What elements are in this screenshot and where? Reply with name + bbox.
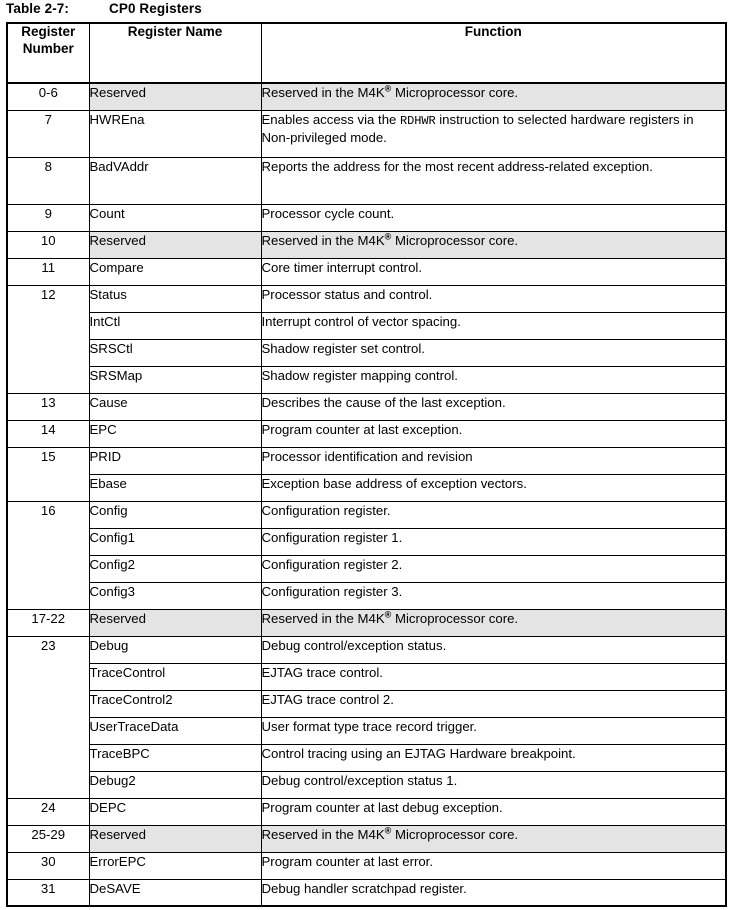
table-row xyxy=(7,825,726,852)
cell-function: Debug control/exception status. xyxy=(261,636,726,663)
column-header-register-number xyxy=(7,23,89,83)
cell-register-number: 8 xyxy=(7,157,89,204)
table-row xyxy=(7,204,726,231)
table-row xyxy=(7,312,726,339)
table-row xyxy=(7,609,726,636)
cell-function: Enables access via the RDHWR instruction to selected hardware registers in Non-privileged mode. xyxy=(261,110,726,157)
cell-function: Exception base address of exception vectors. xyxy=(261,474,726,501)
table-row xyxy=(7,447,726,474)
table-header xyxy=(7,23,726,83)
table-row xyxy=(7,285,726,312)
cell-function: Shadow register mapping control. xyxy=(261,366,726,393)
table-row xyxy=(7,528,726,555)
table-header-row xyxy=(7,23,726,83)
cell-register-name: Config3 xyxy=(89,582,261,609)
table-row xyxy=(7,501,726,528)
column-header-register-number-line1: Register xyxy=(21,24,76,39)
cell-register-number: 0-6 xyxy=(7,83,89,110)
cell-register-number: 12 xyxy=(7,285,89,393)
table-caption-number: Table 2-7: xyxy=(6,1,70,16)
table-row xyxy=(7,852,726,879)
registered-trademark-icon: ® xyxy=(384,83,392,94)
table-row xyxy=(7,663,726,690)
table-row xyxy=(7,366,726,393)
column-header-register-number-line2: Number xyxy=(22,40,74,56)
table-row xyxy=(7,474,726,501)
table-caption xyxy=(6,1,202,16)
cell-function: Configuration register 2. xyxy=(261,555,726,582)
cell-register-name: ErrorEPC xyxy=(89,852,261,879)
table-row xyxy=(7,231,726,258)
cell-register-number: 15 xyxy=(7,447,89,501)
table-row xyxy=(7,798,726,825)
registered-trademark-icon: ® xyxy=(384,825,392,836)
cell-function: Configuration register 3. xyxy=(261,582,726,609)
table-row xyxy=(7,744,726,771)
cell-register-name: TraceControl xyxy=(89,663,261,690)
cell-function: Program counter at last error. xyxy=(261,852,726,879)
cell-register-name: HWREna xyxy=(89,110,261,157)
cell-function: Reserved in the M4K® Microprocessor core. xyxy=(261,825,726,852)
cell-register-number: 30 xyxy=(7,852,89,879)
cell-function: Control tracing using an EJTAG Hardware breakpoint. xyxy=(261,744,726,771)
table-row xyxy=(7,636,726,663)
table-row xyxy=(7,157,726,204)
cell-register-name: Compare xyxy=(89,258,261,285)
cell-register-name: DeSAVE xyxy=(89,879,261,906)
cell-register-name: Config xyxy=(89,501,261,528)
cell-register-name: UserTraceData xyxy=(89,717,261,744)
cell-register-number: 16 xyxy=(7,501,89,609)
table-body xyxy=(7,83,726,906)
cell-function: Configuration register. xyxy=(261,501,726,528)
cell-register-number: 14 xyxy=(7,420,89,447)
cell-function: Reserved in the M4K® Microprocessor core. xyxy=(261,83,726,110)
cell-register-name: BadVAddr xyxy=(89,157,261,204)
table-row xyxy=(7,110,726,157)
cell-register-name: Ebase xyxy=(89,474,261,501)
table-row xyxy=(7,258,726,285)
table-row xyxy=(7,83,726,110)
cell-register-name: Status xyxy=(89,285,261,312)
cell-register-name: Reserved xyxy=(89,83,261,110)
cell-register-name: Config1 xyxy=(89,528,261,555)
cell-register-number: 13 xyxy=(7,393,89,420)
column-header-register-name: Register Name xyxy=(89,23,261,83)
cell-function: Debug handler scratchpad register. xyxy=(261,879,726,906)
cell-function: EJTAG trace control 2. xyxy=(261,690,726,717)
cell-function: User format type trace record trigger. xyxy=(261,717,726,744)
cell-register-name: Cause xyxy=(89,393,261,420)
cell-register-number: 31 xyxy=(7,879,89,906)
cell-register-name: SRSMap xyxy=(89,366,261,393)
cell-register-number: 25-29 xyxy=(7,825,89,852)
cell-register-number: 10 xyxy=(7,231,89,258)
cell-register-name: Reserved xyxy=(89,231,261,258)
table-row xyxy=(7,555,726,582)
cell-register-name: Config2 xyxy=(89,555,261,582)
table-row xyxy=(7,393,726,420)
column-header-function: Function xyxy=(261,23,726,83)
table-row xyxy=(7,339,726,366)
table-row xyxy=(7,582,726,609)
cell-register-name: IntCtl xyxy=(89,312,261,339)
cell-function: EJTAG trace control. xyxy=(261,663,726,690)
cell-function: Processor cycle count. xyxy=(261,204,726,231)
cell-register-number: 23 xyxy=(7,636,89,798)
cell-function: Processor status and control. xyxy=(261,285,726,312)
cell-register-number: 17-22 xyxy=(7,609,89,636)
table-row xyxy=(7,771,726,798)
cell-register-name: Count xyxy=(89,204,261,231)
cell-register-name: Reserved xyxy=(89,609,261,636)
cell-function: Reports the address for the most recent address-related exception. xyxy=(261,157,726,204)
cp0-registers-table xyxy=(6,22,727,907)
registered-trademark-icon: ® xyxy=(384,609,392,620)
table-caption-title: CP0 Registers xyxy=(109,1,202,16)
registered-trademark-icon: ® xyxy=(384,231,392,242)
cell-register-name: TraceControl2 xyxy=(89,690,261,717)
cell-register-number: 11 xyxy=(7,258,89,285)
cell-register-name: EPC xyxy=(89,420,261,447)
cell-function: Reserved in the M4K® Microprocessor core. xyxy=(261,231,726,258)
cell-register-number: 7 xyxy=(7,110,89,157)
cell-function: Processor identification and revision xyxy=(261,447,726,474)
cell-register-name: SRSCtl xyxy=(89,339,261,366)
cell-register-number: 9 xyxy=(7,204,89,231)
cell-function: Program counter at last exception. xyxy=(261,420,726,447)
cell-register-name: Debug2 xyxy=(89,771,261,798)
cell-function: Interrupt control of vector spacing. xyxy=(261,312,726,339)
cell-function: Describes the cause of the last exception. xyxy=(261,393,726,420)
cell-register-name: Reserved xyxy=(89,825,261,852)
table-row xyxy=(7,717,726,744)
cell-register-name: Debug xyxy=(89,636,261,663)
cell-register-name: TraceBPC xyxy=(89,744,261,771)
table-row xyxy=(7,879,726,906)
cell-register-name: PRID xyxy=(89,447,261,474)
cell-function: Reserved in the M4K® Microprocessor core. xyxy=(261,609,726,636)
table-row xyxy=(7,420,726,447)
cell-register-name: DEPC xyxy=(89,798,261,825)
cell-register-number: 24 xyxy=(7,798,89,825)
cell-function: Program counter at last debug exception. xyxy=(261,798,726,825)
cell-function: Debug control/exception status 1. xyxy=(261,771,726,798)
cell-function: Shadow register set control. xyxy=(261,339,726,366)
instruction-mnemonic: RDHWR xyxy=(400,113,436,128)
table-row xyxy=(7,690,726,717)
cp0-registers-table-wrapper xyxy=(6,22,725,907)
cell-function: Core timer interrupt control. xyxy=(261,258,726,285)
cell-function: Configuration register 1. xyxy=(261,528,726,555)
